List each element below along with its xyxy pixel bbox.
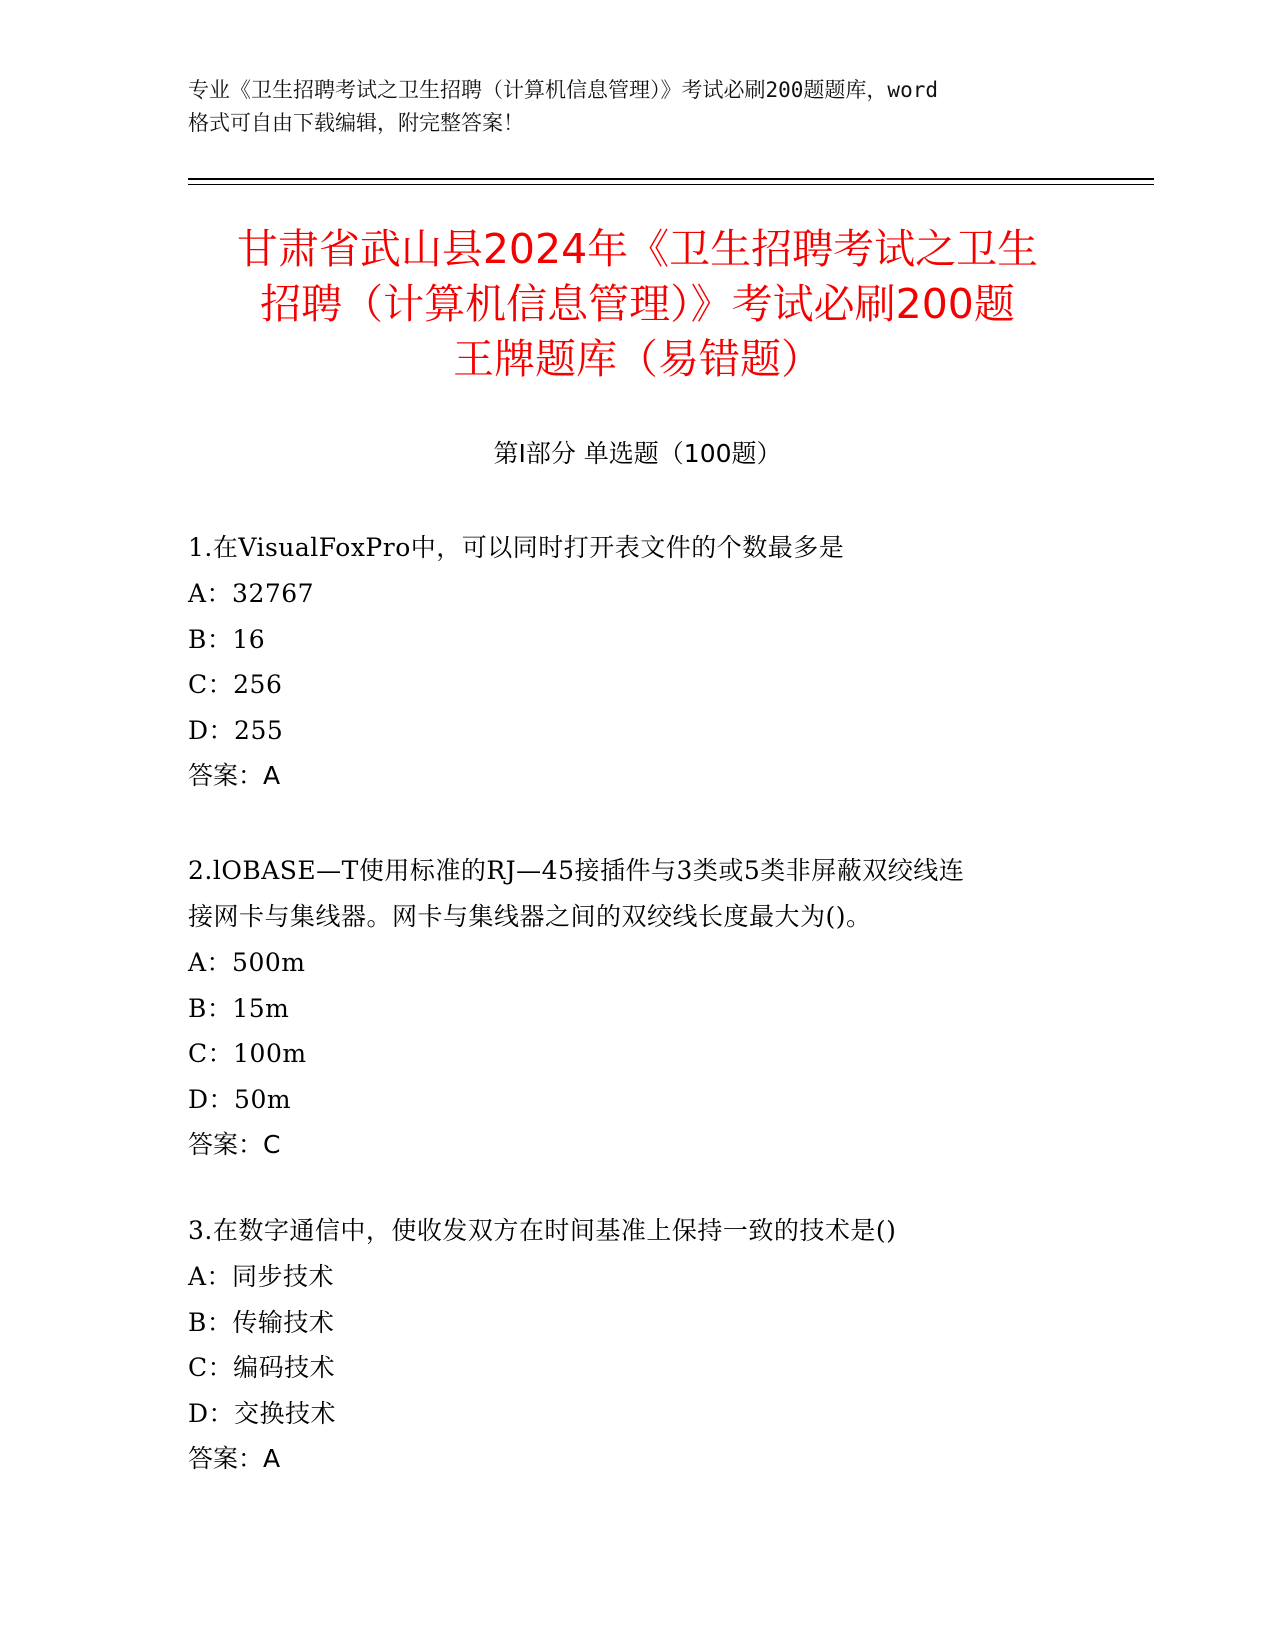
option-b: B：16: [188, 624, 266, 654]
document-title-line-2: 招聘（计算机信息管理）》考试必刷200题: [260, 280, 1015, 328]
document-title: [140, 222, 1135, 387]
header-note-line-2: 格式可自由下载编辑，附完整答案！: [188, 111, 524, 135]
answer: 答案：C: [188, 1130, 281, 1159]
answer: 答案：A: [188, 761, 281, 790]
answer: 答案：A: [188, 1444, 281, 1473]
option-c: C：256: [188, 670, 283, 699]
question-stem-line-1: 2.lOBASE—T使用标准的RJ—45接插件与3类或5类非屏蔽双绞线连: [188, 856, 965, 885]
option-a: A：500m: [188, 948, 306, 977]
option-d: D：50m: [188, 1084, 292, 1114]
header-divider-thin: [188, 184, 1154, 185]
question-stem: 1.在VisualFoxPro中，可以同时打开表文件的个数最多是: [188, 533, 845, 562]
question-stem: 3.在数字通信中，使收发双方在时间基准上保持一致的技术是(): [188, 1216, 897, 1245]
option-a: A：32767: [188, 579, 315, 608]
option-d: D：交换技术: [188, 1398, 337, 1428]
section-title: 第Ⅰ部分 单选题（100题）: [493, 439, 782, 468]
document-title-line-3: 王牌题库（易错题）: [453, 335, 822, 383]
header-note-line-1: 专业《卫生招聘考试之卫生招聘（计算机信息管理）》考试必刷200题题库，word: [188, 78, 938, 102]
question-stem-line-2: 接网卡与集线器。网卡与集线器之间的双绞线长度最大为()。: [188, 902, 872, 931]
option-b: B：15m: [188, 993, 290, 1023]
question-1: [188, 525, 1088, 799]
option-a: A：同步技术: [188, 1262, 335, 1291]
question-2: [188, 848, 1088, 1168]
option-c: C：编码技术: [188, 1353, 336, 1382]
header-divider-thick: [188, 178, 1154, 180]
header-note: [188, 74, 1088, 140]
option-d: D：255: [188, 715, 284, 745]
question-3: [188, 1208, 1088, 1482]
option-b: B：传输技术: [188, 1307, 335, 1337]
option-c: C：100m: [188, 1039, 307, 1068]
document-title-line-1: 甘肃省武山县2024年《卫生招聘考试之卫生: [236, 225, 1039, 273]
